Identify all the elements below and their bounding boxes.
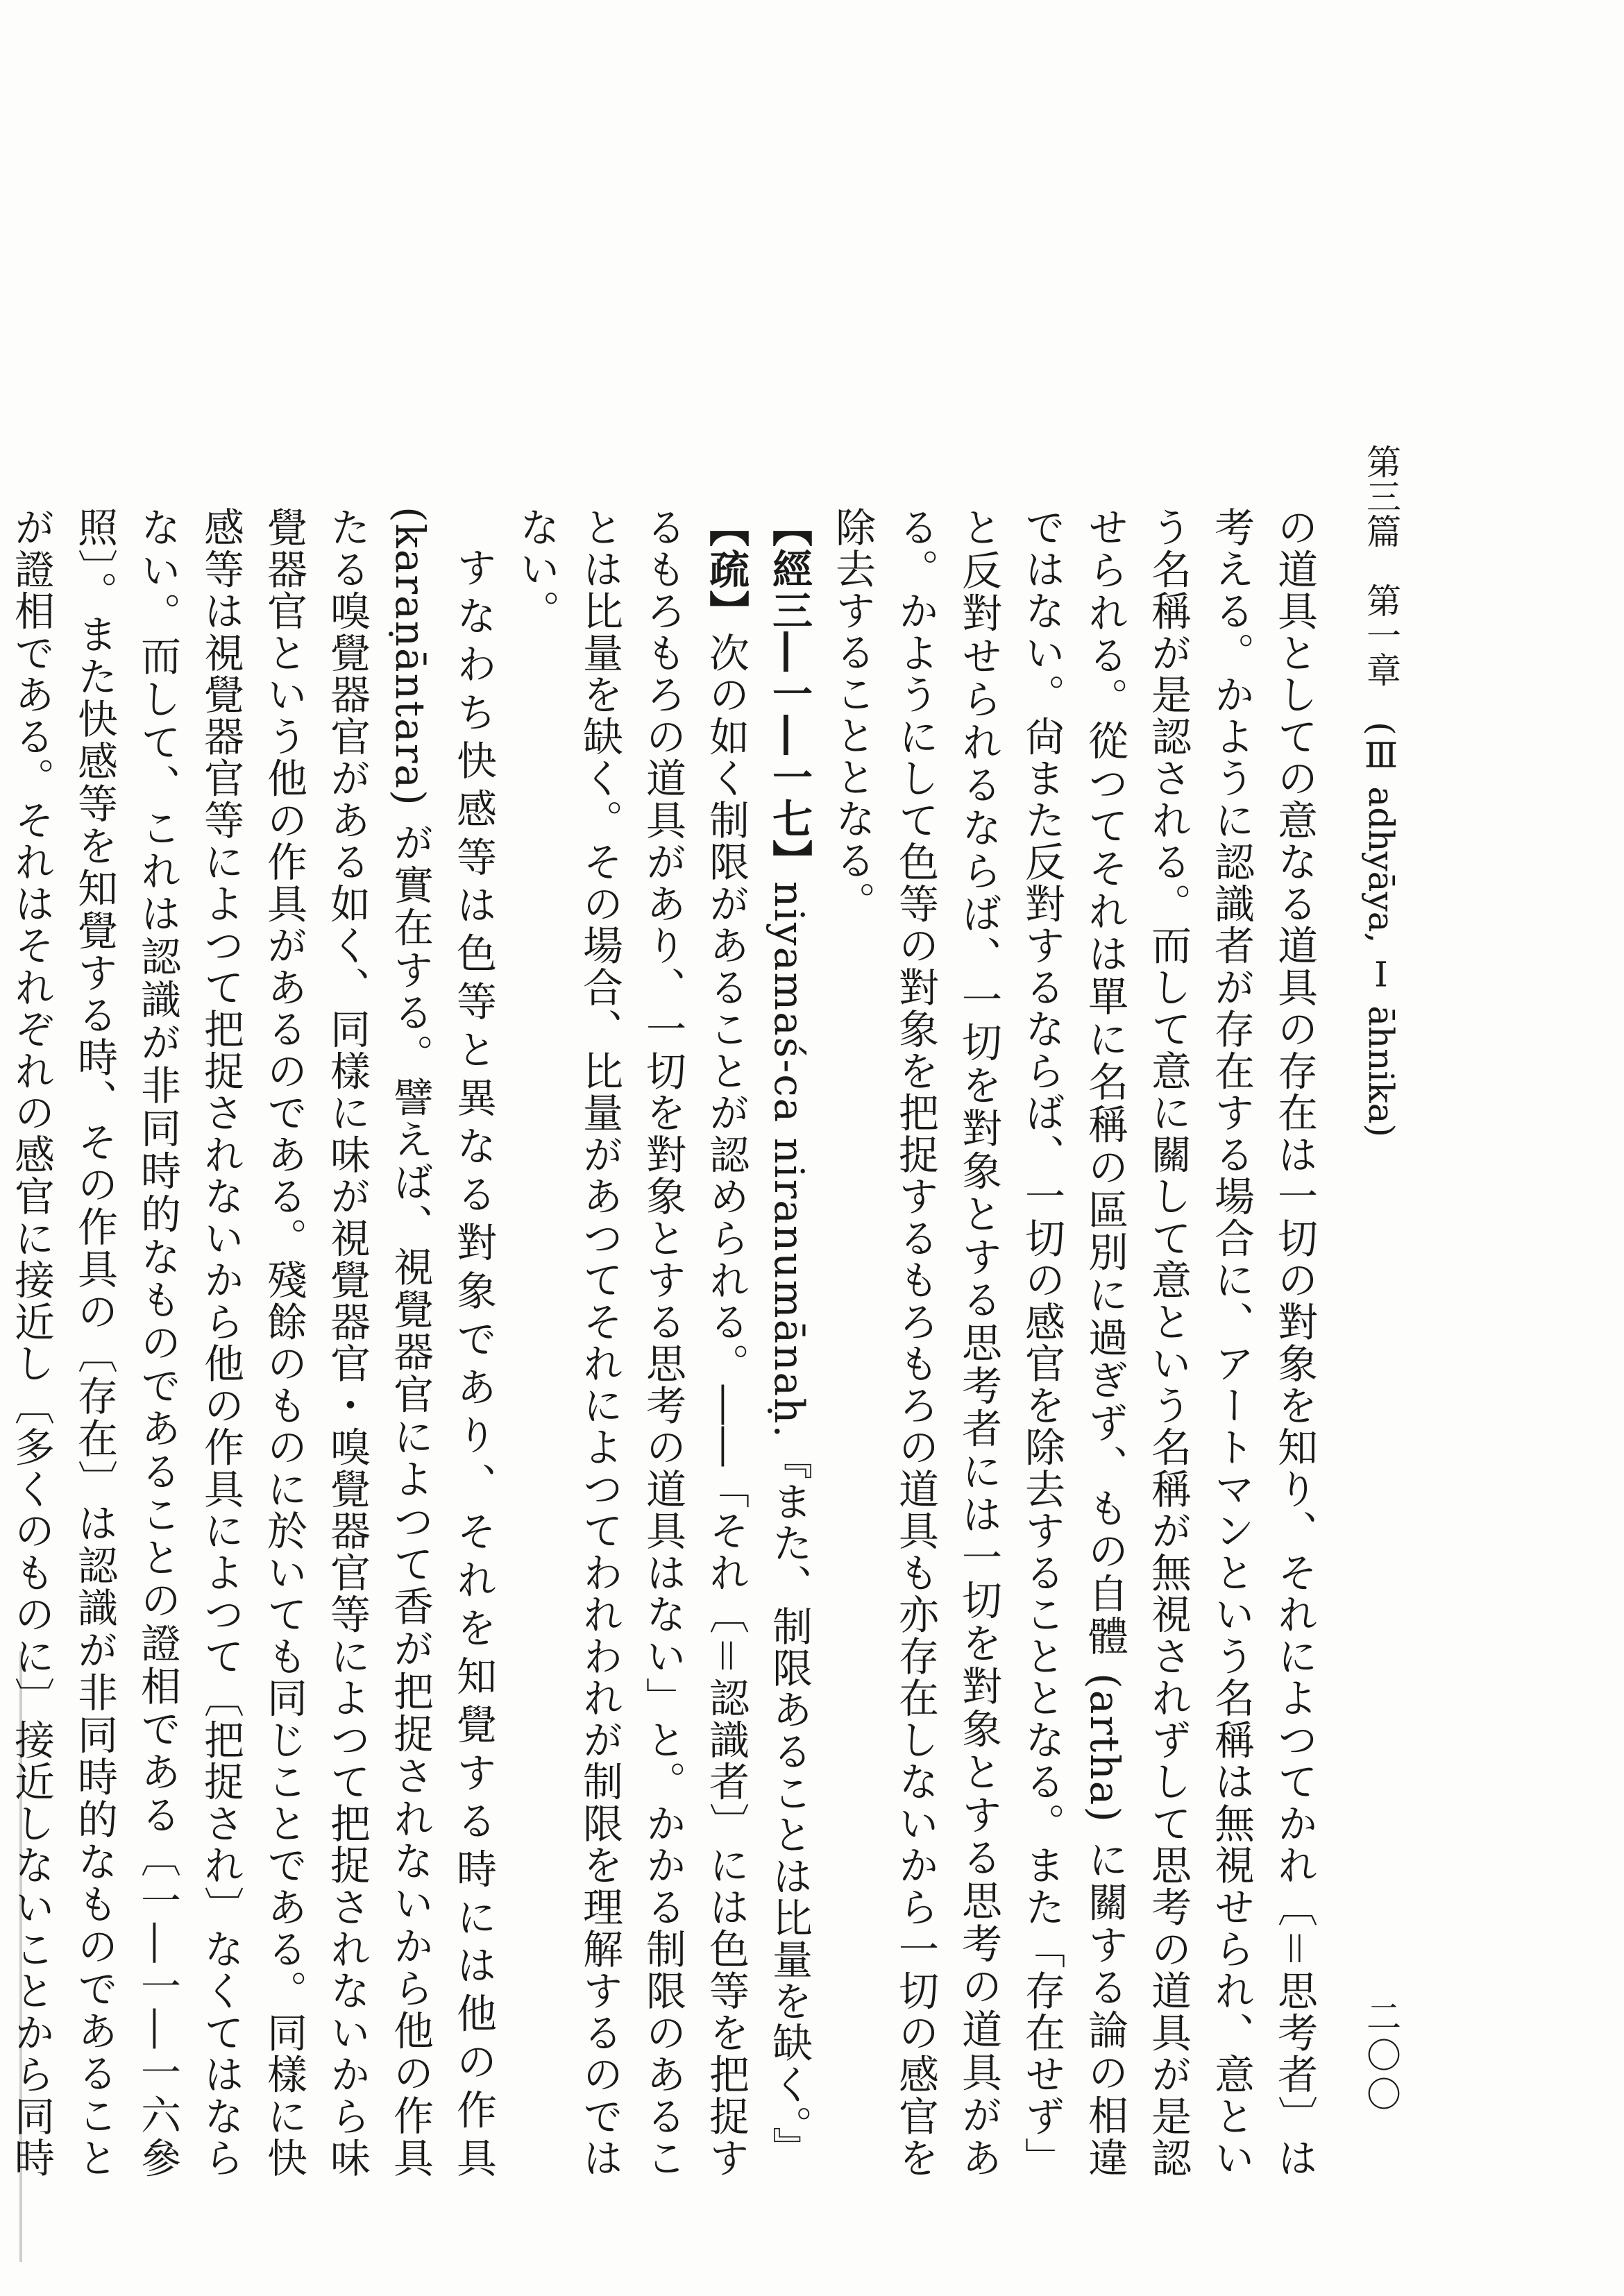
commentary-label: 【疏】 (702, 507, 750, 632)
running-head: 第三篇 第一章 (Ⅲ adhyāya, Ⅰ āhnika) (1361, 444, 1401, 1138)
body-text (0, 507, 1326, 2179)
page-header (1353, 444, 1409, 2179)
page-number: 二〇〇 (1361, 1998, 1401, 2115)
sutra-text: niyamaś-ca niranumānaḥ.『また、制限あることは比量を缺く。』 (766, 881, 813, 2168)
commentary-text: 次の如く制限があることが認められる。――「それ〔＝認識者〕には色等を把捉するもろもろの道具があり、一切を對象とする思考の道具はない」と。かかる制限のあることは比量を缺く。その場合、比量があつてそれによつてわれわれが制限を理解するのではない。 (513, 507, 750, 2179)
paragraph-4: すなわち快感等は色等と異なる對象であり、それを知覺する時には他の作具 (karaṇāntara) が實在する。譬えば、視覺器官によつて香が把捉されないから他の作具たる嗅覺器官がある如く、同樣に味が視覺器官・嗅覺器官等によつて把捉されないから味覺器官という他の作具があるのである。殘餘のものに於いても同じことである。同樣に快感等は視覺器官等によつて把捉されないから他の作具によつて〔把捉され〕なくてはならない。而して、これは認識が非同時的なものであることの證相である〔一―一―一六參照〕。また快感等を知覺する時、その作具の〔存在〕は認識が非同時的なものであることが證相である。それはそれぞれの感官に接近し〔多くのものに〕接近しないことから同時 (8, 507, 497, 2179)
paragraph-1: の道具としての意なる道具の存在は一切の對象を知り、それによつてかれ〔＝思考者〕は考える。かように認識者が存在する場合に、アートマンという名稱は無視せられ、意という名稱が是認される。而して意に關して意という名稱が無視されずして思考の道具が是認せられる。從つてそれは單に名稱の區別に過ぎず、もの自體 (artha) に關する論の相違ではない。尙また反對するならば、一切の感官を除去することとなる。また「存在せず」と反對せられるならば、一切を對象とする思考者には一切を對象とする思考の道具がある。かようにして色等の對象を把捉するもろもろの道具も亦存在しないから一切の感官を除去することとなる。 (829, 507, 1318, 2179)
sutra-label: 【經三―一―一七】 (766, 507, 813, 881)
commentary-paragraph (505, 507, 757, 2179)
sutra-paragraph (757, 507, 820, 2179)
